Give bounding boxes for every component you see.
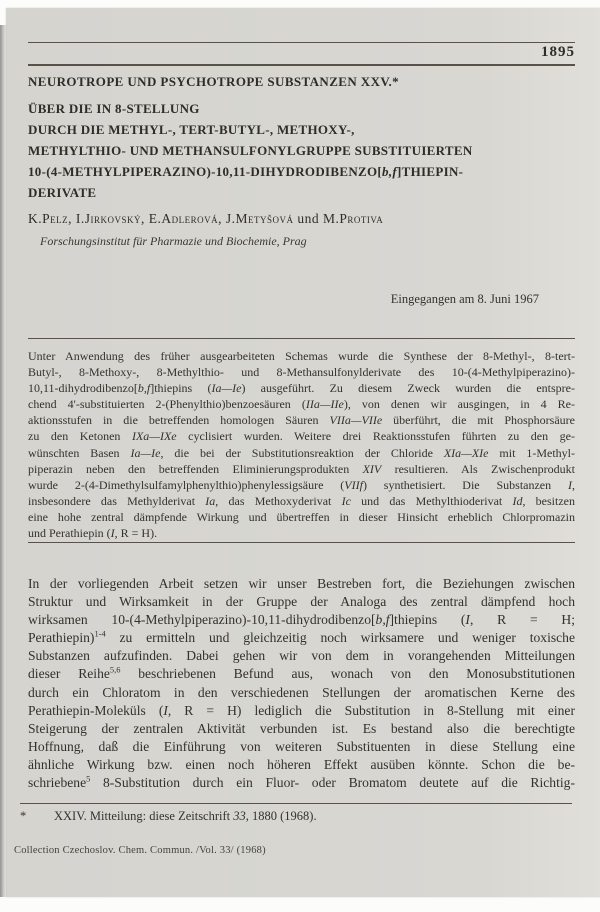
text-line: Butyl-, 8-Methoxy-, 8-Methylthio- und 8-Methansulfonylderivate des 10-(4-Methylpiperazino)-	[28, 365, 575, 380]
journal-footer: Collection Czechoslov. Chem. Commun. /Vol. 33/ (1968)	[14, 845, 266, 856]
text-line: Struktur und Wirksamkeit in der Gruppe der Analoga des zentral dämpfend hoch	[28, 594, 575, 610]
footnote	[20, 809, 575, 824]
header-rule-top	[28, 42, 575, 43]
text-line: wirksamen 10-(4-Methylpiperazino)-10,11-dihydrodibenzo[b,f]thiepins (I, R = H;	[28, 612, 575, 628]
page-number: 1895	[541, 44, 575, 60]
text-line: ÜBER DIE IN 8-STELLUNG	[28, 101, 200, 116]
footnote-marker: *	[20, 809, 27, 823]
text-line: zu den Ketonen IXa—IXe cyclisiert wurden. Weitere drei Reaktionsstufen führten zu den ge-	[28, 429, 575, 444]
text-line: wurde 2-(4-Dimethylsulfamylphenylthio)phenylessigsäure (VIIf) synthetisiert. Die Substanzen I,	[28, 477, 575, 492]
text-line: Steigerung der zentralen Aktivität verbunden ist. Es bestand also die berechtigte	[28, 720, 575, 736]
page-edge-shadow	[0, 25, 7, 897]
footnote-text: XXIV. Mitteilung: diese Zeitschrift 33, 1880 (1968).	[54, 809, 317, 823]
text-line: schriebene$^5$ 8-Substitution durch ein Fluor- oder Bromatom deutete auf die Richtig-	[28, 773, 575, 791]
text-line: chend 4'-substituierten 2-(Phenylthio)benzoesäuren (IIa—IIe), von denen wir ausgingen, in 4 Re-	[28, 397, 575, 412]
text-line: DERIVATE	[28, 185, 97, 200]
text-line: aktionsstufen in die betreffenden homologen Säuren VIIa—VIIe überführt, die mit Phosphorsäure	[28, 413, 575, 428]
text-line: insbesondere das Methylderivat Ia, das Methoxyderivat Ic und das Methylthioderivat Id, besitzen	[28, 493, 575, 508]
text-line: dieser Reihe$^{5,6}$ beschriebenen Befund aus, wonach von den Monosubstitutionen	[28, 664, 575, 682]
text-line: DURCH DIE METHYL-, TERT-BUTYL-, METHOXY-,	[28, 122, 355, 137]
text-line: durch ein Chloratom in den verschiedenen Stellungen der aromatischen Kerne des	[28, 684, 575, 700]
footnote-rule	[20, 803, 572, 804]
abstract-rule-top	[28, 338, 575, 339]
text-line: Perathiepin-Moleküls (I, R = H) lediglich die Substitution in 8-Stellung mit einer	[28, 702, 575, 718]
body-text	[28, 575, 575, 792]
text-line: Substanzen aufzufinden. Dabei gehen wir von dem in vorangehenden Mitteilungen	[28, 648, 575, 664]
text-line: eine hohe zentral dämpfende Wirkung und übertreffen in dieser Hinsicht erheblich Chlorpromazin	[28, 509, 575, 524]
text-line: und Perathiepin (I, R = H).	[28, 526, 158, 541]
text-line: wünschten Basen Ia—Ie, die bei der Substitutionsreaktion der Chloride XIa—XIe mit 1-Methyl-	[28, 445, 575, 460]
text-line: Unter Anwendung des früher ausgearbeiteten Schemas wurde die Synthese der 8-Methyl-, 8-tert-	[28, 349, 575, 363]
header-rule-bottom	[28, 64, 575, 66]
article-title	[28, 98, 575, 203]
affiliation: Forschungsinstitut für Pharmazie und Biochemie, Prag	[40, 234, 307, 248]
text-line: METHYLTHIO- UND METHANSULFONYLGRUPPE SUBSTITUIERTEN	[28, 143, 473, 158]
text-line: Perathiepin)$^{1-4}$ zu ermitteln und gleichzeitig noch wirksamere und weniger toxische	[28, 628, 575, 646]
text-line: In der vorliegenden Arbeit setzen wir unser Bestreben fort, die Beziehungen zwischen	[28, 576, 575, 591]
abstract-rule-bottom	[28, 542, 575, 543]
scanned-page	[6, 8, 600, 897]
text-line: 10,11-dihydrodibenzo[b,f]thiepins (Ia—Ie) ausgeführt. Zu diesem Zweck wurden die entspre-	[28, 381, 575, 396]
text-line: Hoffnung, daß die Einführung von weiteren Substituenten in diese Stellung eine	[28, 738, 575, 754]
received-date: Eingegangen am 8. Juni 1967	[390, 292, 539, 306]
text-line: 10-(4-METHYLPIPERAZINO)-10,11-DIHYDRODIBENZO[b,f]THIEPIN-	[28, 164, 464, 179]
abstract-text	[28, 348, 575, 541]
authors-line: K.Pelz, I.Jirkovský, E.Adlerová, J.Metyšová und M.Protiva	[28, 211, 384, 226]
series-title: NEUROTROPE UND PSYCHOTROPE SUBSTANZEN XXV.*	[28, 74, 400, 89]
text-line: ähnliche Wirkung bzw. einen noch höheren Effekt ausüben könnte. Schon die be-	[28, 756, 575, 772]
text-line: piperazin neben den betreffenden Eliminierungsprodukten XIV resultieren. Als Zwischenprodukt	[28, 461, 575, 476]
